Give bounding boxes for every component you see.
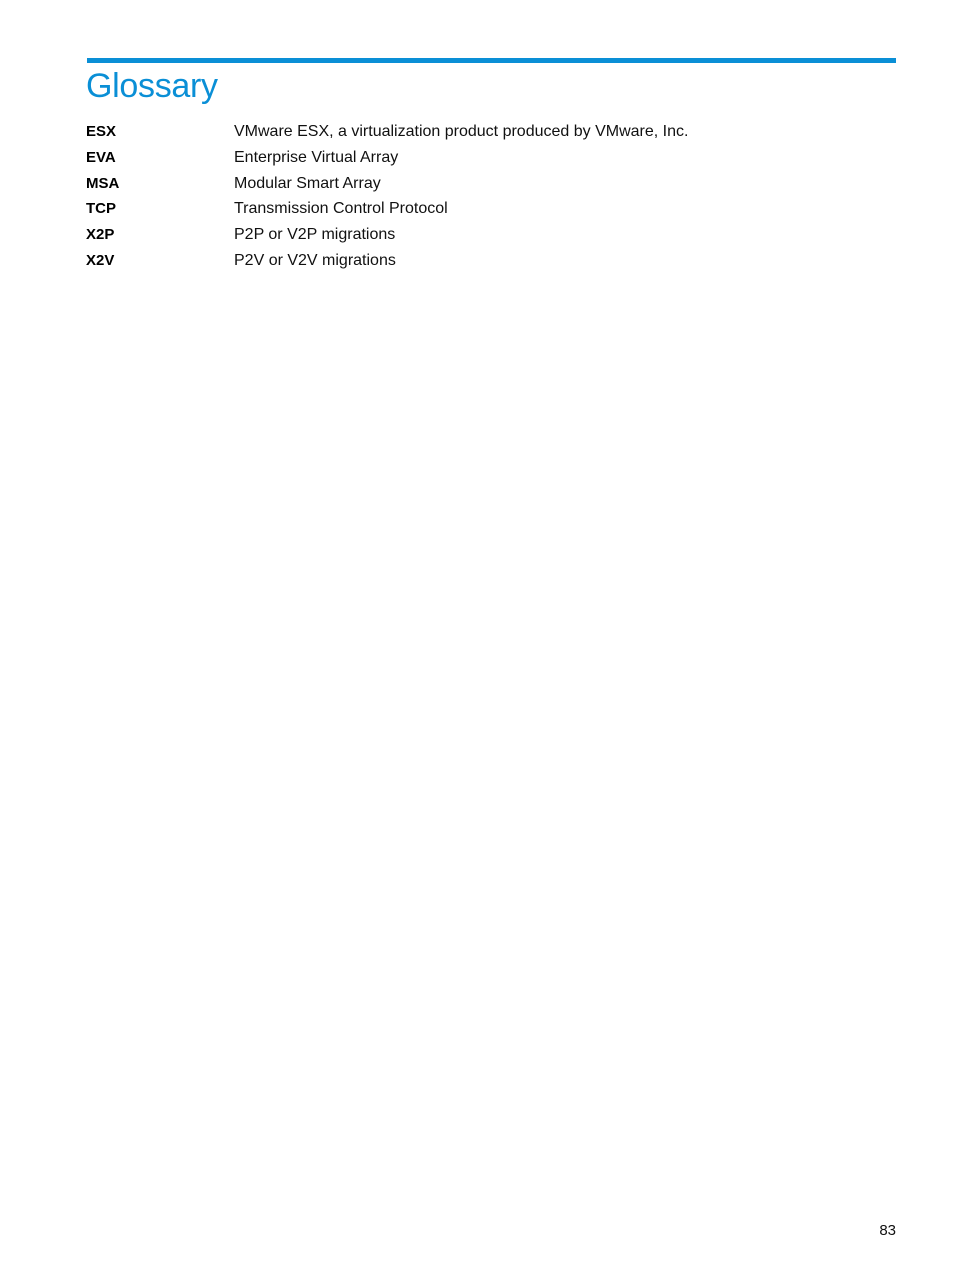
glossary-entry-esx <box>86 120 896 146</box>
glossary-term: ESX <box>86 123 117 140</box>
page-title: Glossary <box>86 67 218 105</box>
glossary-definition: Transmission Control Protocol <box>234 200 448 218</box>
glossary-entry-tcp <box>86 197 896 223</box>
glossary-definition: P2V or V2V migrations <box>234 251 396 269</box>
glossary-term: TCP <box>86 200 116 218</box>
glossary-term: EVA <box>86 148 116 166</box>
title-rule <box>87 58 896 63</box>
glossary-term: MSA <box>86 174 120 192</box>
glossary-definition: Modular Smart Array <box>234 174 381 192</box>
glossary-term: X2V <box>86 251 115 269</box>
glossary-definition: Enterprise Virtual Array <box>234 148 399 166</box>
page-number: 83 <box>879 1222 896 1239</box>
glossary-entry-msa <box>86 172 896 198</box>
glossary-entry-eva <box>86 146 896 172</box>
glossary-definition: P2P or V2P migrations <box>234 226 396 244</box>
glossary-entry-x2v <box>86 249 896 275</box>
glossary-list <box>86 120 896 275</box>
glossary-term: X2P <box>86 226 115 244</box>
glossary-definition: VMware ESX, a virtualization product produced by VMware, Inc. <box>234 123 689 140</box>
glossary-entry-x2p <box>86 223 896 249</box>
